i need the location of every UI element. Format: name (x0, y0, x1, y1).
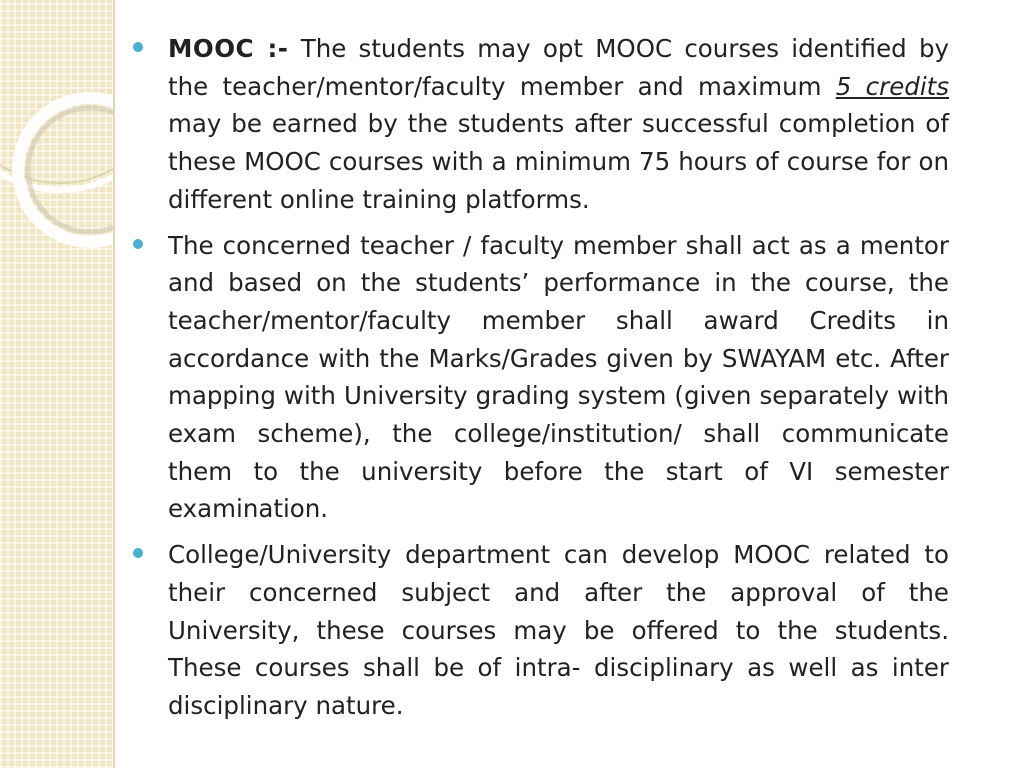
bullet-item-mentor (133, 227, 949, 529)
bullet-item-mooc (133, 30, 949, 219)
credits-link[interactable]: 5 credits (835, 71, 949, 101)
decorative-side-band (0, 0, 113, 768)
bullet-list (133, 30, 949, 725)
bullet-text: College/University department can develop MOOC related to their concerned subject and after the approval of the University, these courses may be offered to the students. These courses shall be of intra- disciplinary as well as inter disciplinary nature. (168, 540, 949, 720)
ring-ornament (0, 0, 113, 255)
bullet-text: The concerned teacher / faculty member shall act as a mentor and based on the students’ performance in the course, the teacher/mentor/faculty member shall award Credits in accordance with the Marks/Grades given by SWAYAM etc. After mapping with University grading system (given separately with exam scheme), the college/institution/ shall communicate them to the university before the start of VI semester examination. (168, 230, 949, 524)
bullet-text: may be earned by the students after successful completion of these MOOC courses with a minimum 75 hours of course for on different online training platforms. (168, 109, 949, 214)
mooc-term: MOOC :- (168, 34, 289, 63)
bullet-dot-icon (133, 239, 143, 249)
bullet-item-department (133, 536, 949, 725)
bullet-text: The students may opt MOOC courses identified by the teacher/mentor/faculty member and maximum (168, 34, 949, 101)
slide-content (133, 30, 949, 733)
bullet-dot-icon (133, 42, 143, 52)
bullet-dot-icon (133, 548, 143, 558)
band-divider (113, 0, 115, 768)
